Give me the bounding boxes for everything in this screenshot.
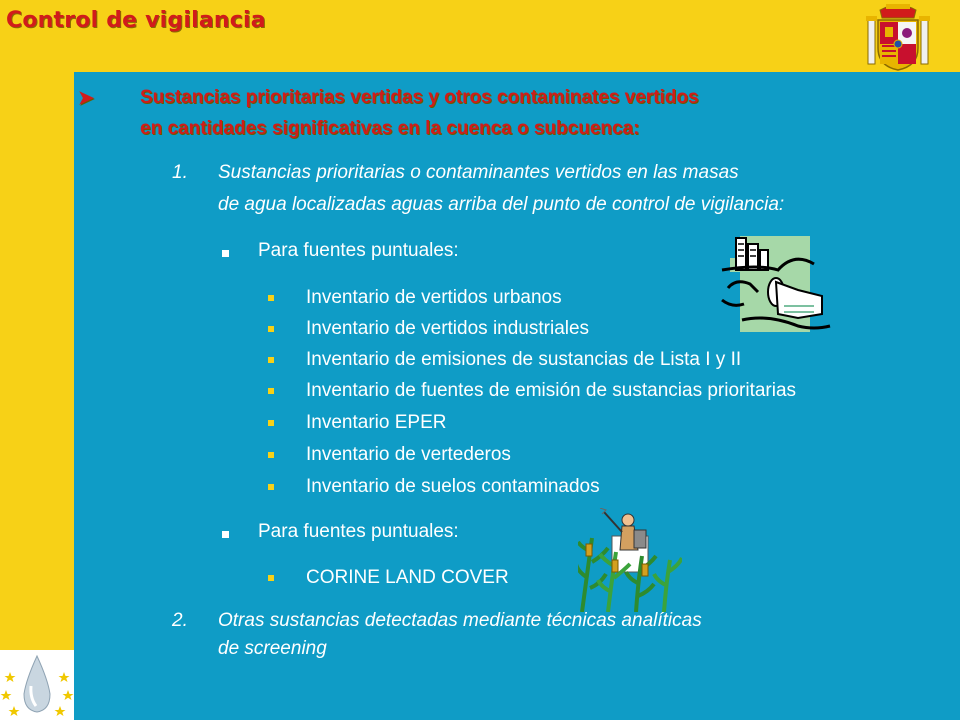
spain-coat-of-arms-icon xyxy=(866,2,930,74)
point2-line1: Otras sustancias detectadas mediante técnicas analíticas xyxy=(218,610,702,631)
farmer-spraying-crops-clipart-icon xyxy=(578,508,682,612)
square-bullet-icon xyxy=(268,575,274,581)
arrow-bullet-icon: ➤ xyxy=(78,88,94,109)
point1-number: 1. xyxy=(172,162,188,183)
list-item: Inventario de fuentes de emisión de sustancias prioritarias xyxy=(306,380,797,401)
point1-line2: de agua localizadas aguas arriba del punto de control de vigilancia: xyxy=(218,194,785,215)
list-item: Inventario de vertidos industriales xyxy=(306,318,590,339)
list-item: Inventario de emisiones de sustancias de Lista I y II xyxy=(306,349,742,370)
list-item: Inventario de vertederos xyxy=(306,444,511,465)
list-item: CORINE LAND COVER xyxy=(306,567,509,588)
square-bullet-icon xyxy=(268,484,274,490)
point1-line1: Sustancias prioritarias o contaminantes vertidos en las masas xyxy=(218,162,739,183)
water-drop-eu-stars-icon xyxy=(0,650,74,720)
group1-label: Para fuentes puntuales: xyxy=(258,240,459,261)
square-bullet-icon xyxy=(268,357,274,363)
square-bullet-icon xyxy=(268,388,274,394)
industrial-discharge-clipart-icon xyxy=(718,230,834,338)
section-heading-line2: en cantidades significativas en la cuenca o subcuenca: xyxy=(140,118,640,139)
square-bullet-icon xyxy=(268,295,274,301)
section-heading-line1: Sustancias prioritarias vertidas y otros contaminates vertidos xyxy=(140,87,699,108)
list-item: Inventario EPER xyxy=(306,412,447,433)
list-item: Inventario de vertidos urbanos xyxy=(306,287,562,308)
square-bullet-icon xyxy=(268,326,274,332)
square-bullet-icon xyxy=(222,531,229,538)
list-item: Inventario de suelos contaminados xyxy=(306,476,600,497)
page-title: Control de vigilancia xyxy=(6,8,266,33)
group2-label: Para fuentes puntuales: xyxy=(258,521,459,542)
square-bullet-icon xyxy=(268,452,274,458)
square-bullet-icon xyxy=(268,420,274,426)
square-bullet-icon xyxy=(222,250,229,257)
point2-line2: de screening xyxy=(218,638,327,659)
point2-number: 2. xyxy=(172,610,188,631)
